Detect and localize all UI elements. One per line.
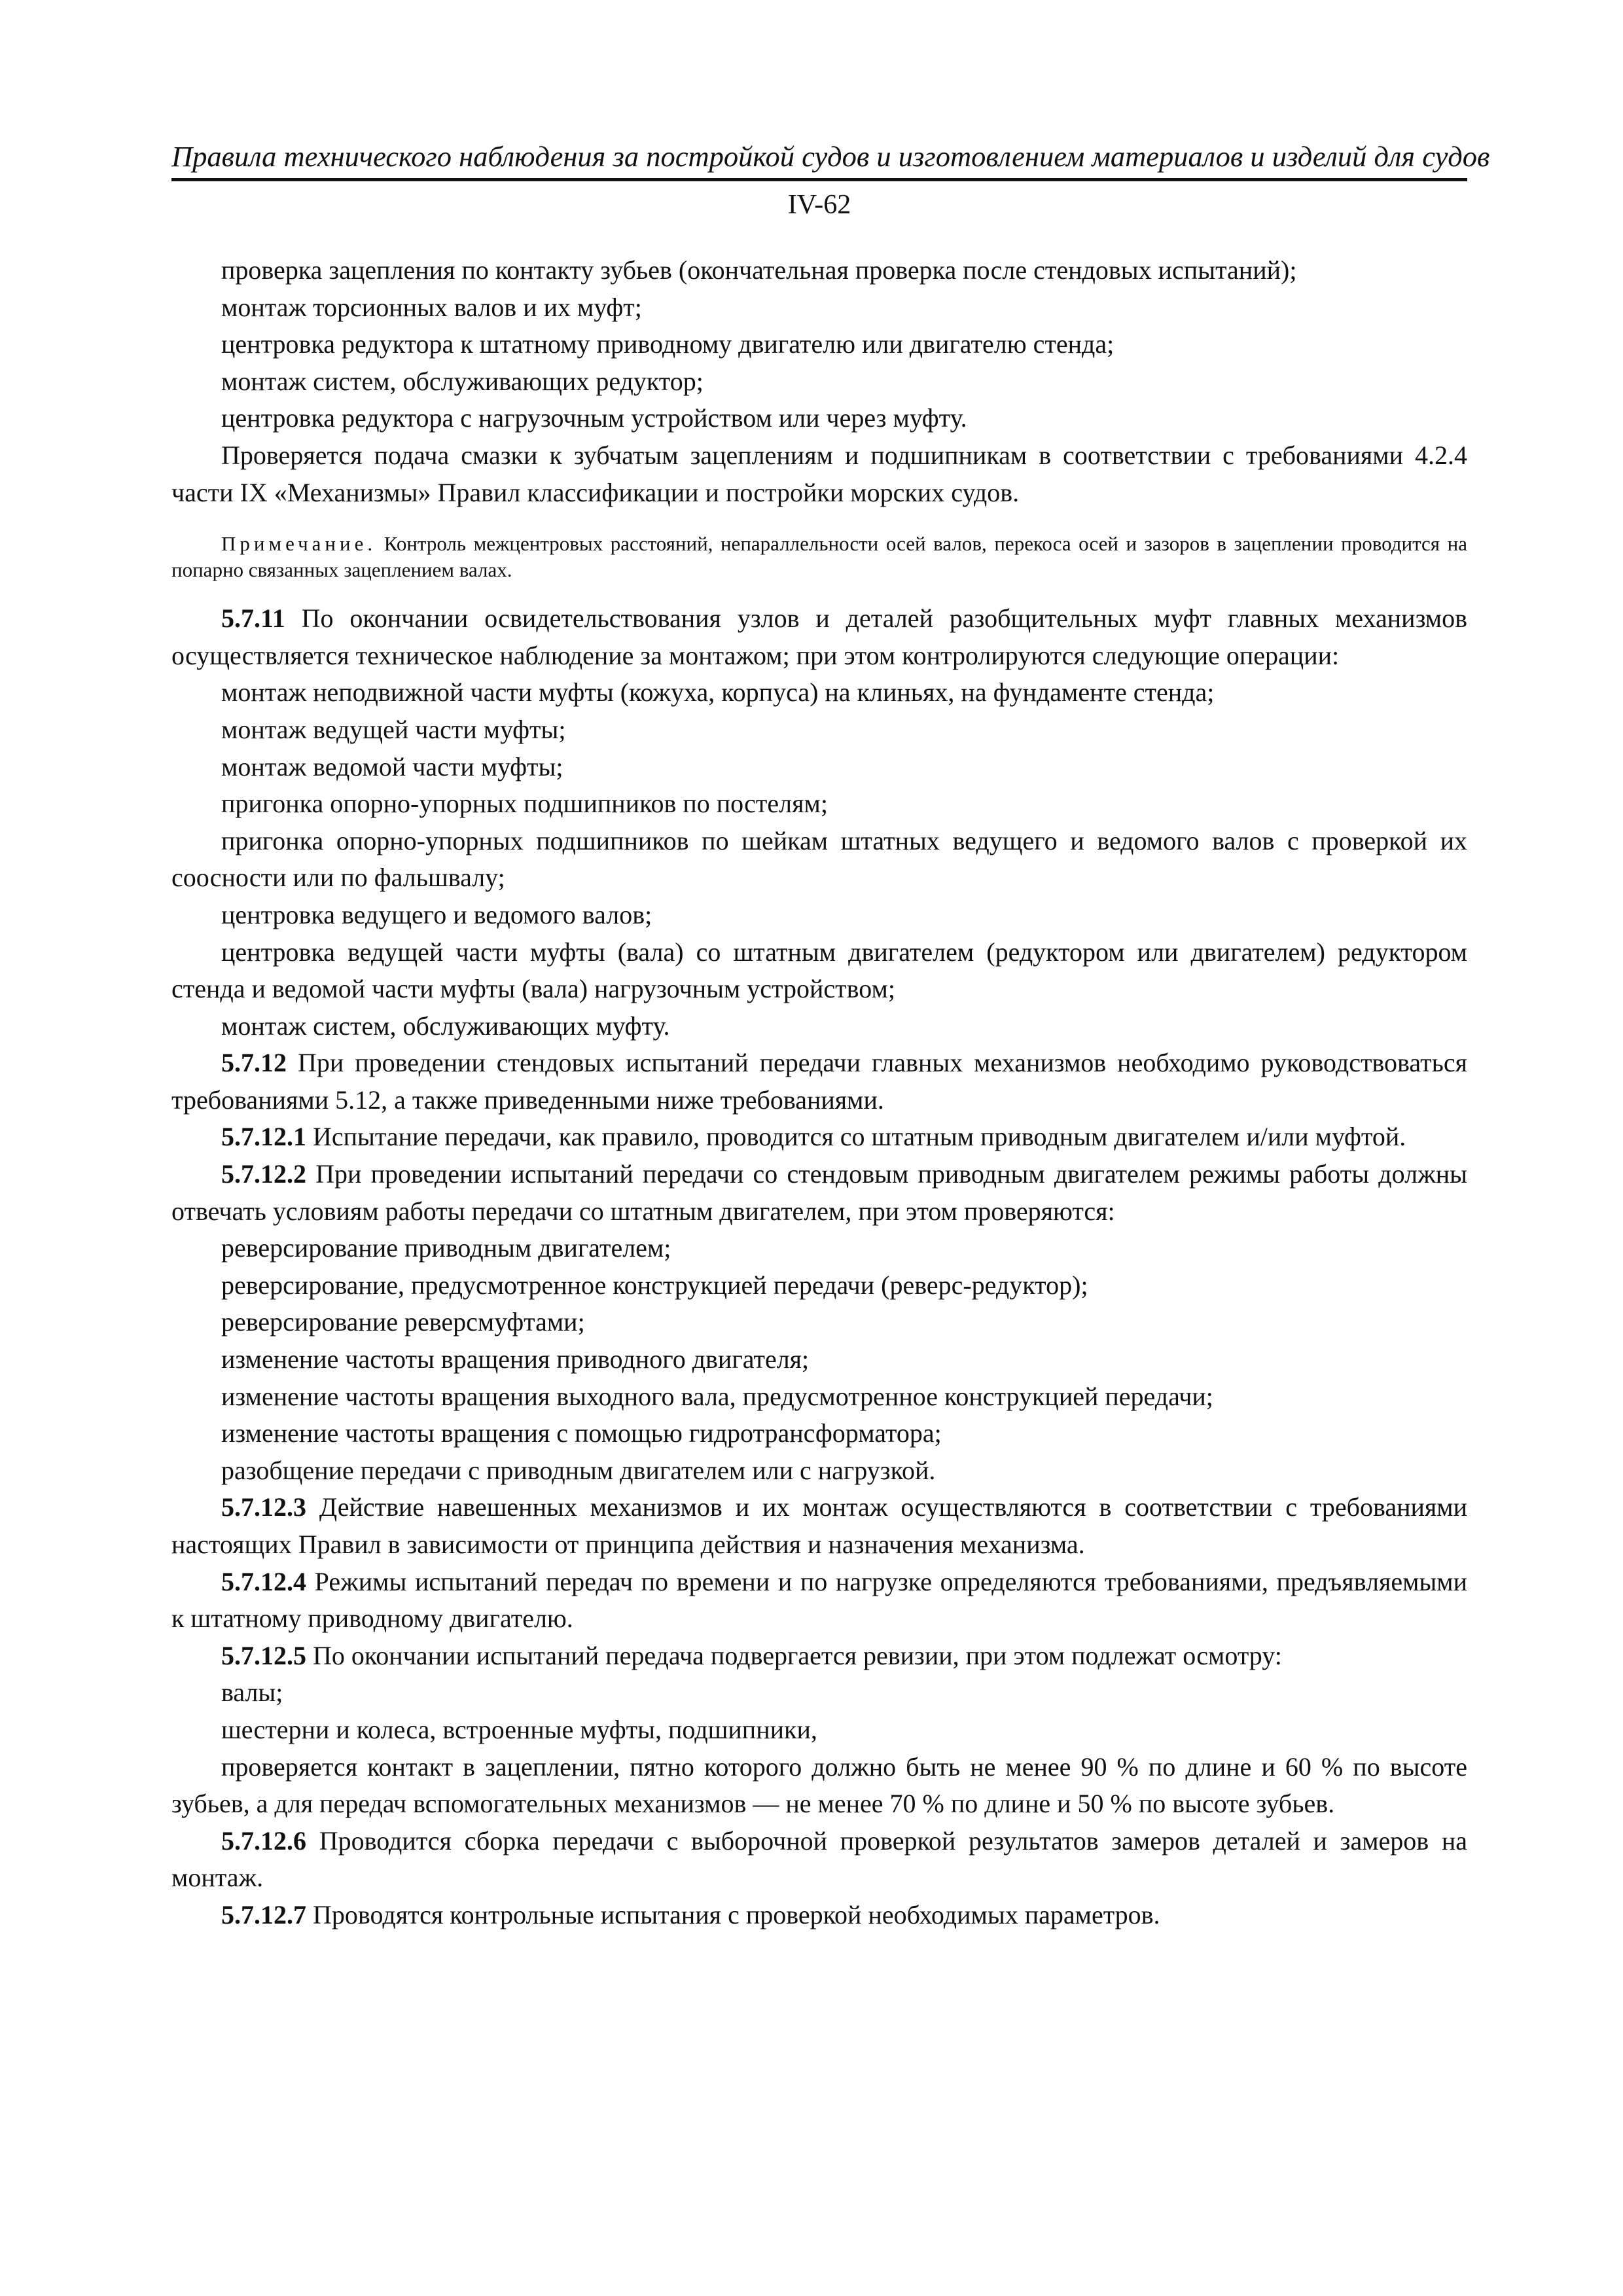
paragraph-text: При проведении испытаний передачи со стендовым приводным двигателем режимы работы должны отвечать условиям работы передачи со штатным двигателем, при этом проверяются: [171,1159,1467,1226]
paragraph [171,289,1467,327]
paragraph [171,711,1467,749]
paragraph-text: центровка редуктора к штатному приводному двигателю или двигателю стенда; [221,329,1115,359]
paragraph-text: проверяется контакт в зацеплении, пятно которого должно быть не менее 90 % по длине и 60 % по высоте зубьев, а для передач вспомогательных механизмов — не менее 70 % по длине и 50 % по высоте зубьев. [171,1751,1467,1819]
paragraph-text: Испытание передачи, как правило, проводится со штатным приводным двигателем и/или муфтой. [306,1122,1406,1152]
paragraph [171,1674,1467,1712]
paragraph-text: реверсирование реверсмуфтами; [221,1307,585,1337]
note-label: Примечание. [221,532,377,556]
paragraph [171,1267,1467,1304]
clause-number: 5.7.12.1 [221,1122,306,1152]
clause-number: 5.7.12.6 [221,1825,306,1856]
paragraph-group-2 [171,600,1467,1933]
paragraph [171,1008,1467,1045]
paragraph-text: Проводятся контрольные испытания с проверкой необходимых параметров. [306,1899,1160,1929]
paragraph-text: По окончании освидетельствования узлов и деталей разобщительных муфт главных механизмов осуществляется техническое наблюдение за монтажом; при этом контролируются следующие операции: [171,603,1467,670]
paragraph-text: Проверяется подача смазки к зубчатым зацеплениям и подшипникам в соответствии с требованиями 4.2.4 части IX «Механизмы» Правил классификации и постройки морских судов. [171,440,1467,507]
paragraph-text: разобщение передачи с приводным двигателем или с нагрузкой. [221,1455,936,1485]
paragraph-text: монтаж торсионных валов и их муфт; [221,292,642,322]
paragraph-text: шестерни и колеса, встроенные муфты, подшипники, [221,1714,817,1744]
paragraph-text: центровка ведущего и ведомого валов; [221,899,652,929]
paragraph-text: проверка зацепления по контакту зубьев (окончательная проверка после стендовых испытаний); [221,255,1297,285]
paragraph-text: изменение частоты вращения выходного вала, предусмотренное конструкцией передачи; [221,1381,1213,1411]
header-rule [171,178,1467,181]
paragraph-text: монтаж ведущей части муфты; [221,714,566,744]
paragraph [171,600,1467,674]
paragraph-text: валы; [221,1677,283,1708]
paragraph [171,1489,1467,1563]
paragraph [171,400,1467,437]
paragraph [171,1564,1467,1638]
note [171,531,1467,583]
paragraph [171,1230,1467,1267]
paragraph [171,1415,1467,1452]
paragraph-text: центровка редуктора с нагрузочным устройством или через муфту. [221,403,967,433]
paragraph-text: изменение частоты вращения приводного двигателя; [221,1344,810,1374]
paragraph-text: По окончании испытаний передача подвергается ревизии, при этом подлежат осмотру: [306,1640,1282,1670]
paragraph-text: Проводится сборка передачи с выборочной проверкой результатов замеров деталей и замеров на монтаж. [171,1825,1467,1893]
paragraph-text: монтаж систем, обслуживающих редуктор; [221,366,704,396]
paragraph-text: пригонка опорно-упорных подшипников по шейкам штатных ведущего и ведомого валов с проверкой их соосности или по фальшвалу; [171,825,1467,893]
paragraph [171,1897,1467,1934]
paragraph-text: монтаж неподвижной части муфты (кожуха, корпуса) на клиньях, на фундаменте стенда; [221,677,1215,708]
clause-number: 5.7.12.3 [221,1492,306,1522]
paragraph-group-1 [171,252,1467,511]
clause-number: 5.7.12.4 [221,1566,306,1596]
paragraph-text: центровка ведущей части муфты (вала) со штатным двигателем (редуктором или двигателем) редуктором стенда и ведомой части муфты (вала) нагрузочным устройством; [171,937,1467,1004]
paragraph [171,252,1467,289]
paragraph [171,1638,1467,1675]
paragraph-text: реверсирование, предусмотренное конструкцией передачи (реверс-редуктор); [221,1270,1088,1300]
paragraph [171,785,1467,823]
paragraph [171,897,1467,934]
clause-number: 5.7.12 [221,1048,287,1078]
note-text: Контроль межцентровых расстояний, непараллельности осей валов, перекоса осей и зазоров в зацеплении проводится на попарно связанных зацеплением валах. [171,532,1467,582]
paragraph [171,823,1467,897]
clause-number: 5.7.12.7 [221,1899,306,1929]
paragraph-text: реверсирование приводным двигателем; [221,1233,671,1263]
paragraph [171,1341,1467,1378]
paragraph-text: монтаж ведомой части муфты; [221,751,563,781]
paragraph [171,1045,1467,1119]
clause-number: 5.7.12.2 [221,1159,306,1189]
paragraph [171,1119,1467,1156]
paragraph [171,437,1467,511]
paragraph [171,1452,1467,1490]
clause-number: 5.7.12.5 [221,1640,306,1670]
paragraph-text: Режимы испытаний передач по времени и по нагрузке определяются требованиями, предъявляемыми к штатному приводному двигателю. [171,1566,1467,1634]
paragraph-text: изменение частоты вращения с помощью гидротрансформатора; [221,1418,942,1448]
paragraph-text: При проведении стендовых испытаний передачи главных механизмов необходимо руководствоваться требованиями 5.12, а также приведенными ниже требованиями. [171,1048,1467,1115]
paragraph [171,749,1467,786]
paragraph [171,363,1467,401]
paragraph [171,326,1467,363]
paragraph [171,1378,1467,1416]
paragraph [171,674,1467,711]
paragraph [171,1156,1467,1230]
paragraph [171,1712,1467,1749]
paragraph-text: Действие навешенных механизмов и их монтаж осуществляются в соответствии с требованиями настоящих Правил в зависимости от принципа действия и назначения механизма. [171,1492,1467,1559]
page-number: IV-62 [787,190,851,220]
paragraph [171,934,1467,1008]
paragraph [171,1749,1467,1823]
paragraph-text: пригонка опорно-упорных подшипников по постелям; [221,789,828,819]
paragraph [171,1823,1467,1897]
paragraph [171,1304,1467,1341]
paragraph-text: монтаж систем, обслуживающих муфту. [221,1011,670,1041]
body-text [171,252,1467,1934]
clause-number: 5.7.11 [221,603,285,634]
running-header: Правила технического наблюдения за постройкой судов и изготовлением материалов и изделий для судов [171,140,1490,173]
